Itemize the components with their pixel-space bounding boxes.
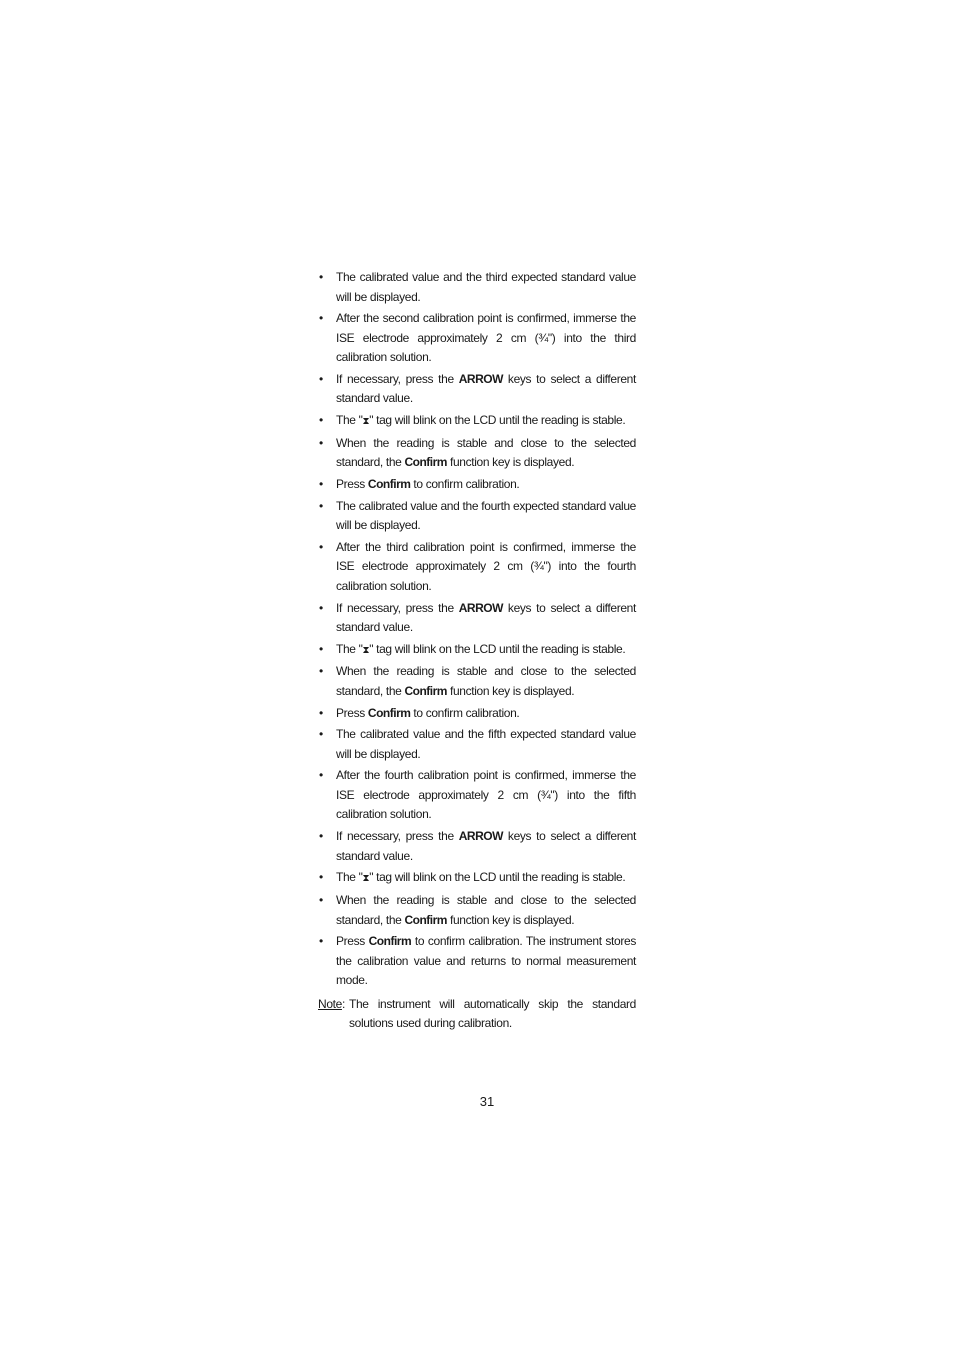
- bullet: •: [319, 641, 323, 656]
- list-item: [318, 725, 636, 764]
- bullet: •: [319, 498, 323, 513]
- item-text: If necessary, press the: [336, 371, 459, 386]
- arrow-key-label: ARROW: [458, 371, 503, 386]
- list-item: [318, 475, 636, 495]
- confirm-key-label: Confirm: [404, 912, 447, 927]
- item-text: The calibrated value and the fourth expected standard value will be displayed.: [336, 498, 636, 533]
- item-text: " tag will blink on the LCD until the reading is stable.: [369, 870, 626, 885]
- arrow-key-label: ARROW: [458, 600, 503, 615]
- bullet: •: [319, 934, 323, 949]
- item-text: The calibrated value and the fifth expected standard value will be displayed.: [336, 727, 636, 761]
- list-item: [318, 932, 636, 991]
- bullet: •: [319, 600, 323, 615]
- bullet: •: [319, 476, 323, 491]
- note-separator: :: [342, 996, 345, 1011]
- item-text: to confirm calibration.: [410, 705, 520, 720]
- list-item: [318, 704, 636, 724]
- note-text: The instrument will automatically skip the standard solutions used during calibration.: [349, 996, 636, 1031]
- item-text: If necessary, press the: [336, 600, 459, 615]
- item-text: The ": [336, 870, 363, 885]
- arrow-key-label: ARROW: [458, 829, 503, 844]
- list-item: [318, 891, 636, 930]
- list-item: [318, 766, 636, 825]
- item-text: Press: [336, 934, 369, 949]
- item-text: Press: [336, 705, 368, 720]
- list-item: [318, 434, 636, 473]
- item-text: function key is displayed.: [446, 683, 575, 698]
- bullet: •: [319, 435, 323, 450]
- bullet: •: [319, 893, 323, 907]
- list-item: [318, 640, 636, 661]
- list-item: [318, 827, 636, 866]
- item-text: keys to select a different standard value.: [336, 371, 636, 406]
- bullet: •: [319, 539, 323, 554]
- item-text: The ": [336, 413, 363, 428]
- item-text: " tag will blink on the LCD until the reading is stable.: [369, 413, 626, 428]
- item-text: The ": [336, 641, 363, 656]
- list-item: [318, 370, 636, 409]
- confirm-key-label: Confirm: [367, 705, 411, 720]
- item-text: to confirm calibration. The instrument stores the calibration value and returns to normal measurement mode.: [336, 934, 636, 988]
- item-text: When the reading is stable and close to the selected standard, the: [336, 435, 636, 470]
- item-text: to confirm calibration.: [410, 476, 520, 491]
- bullet: •: [319, 270, 323, 284]
- item-text: After the fourth calibration point is confirmed, immerse the ISE electrode approximately 2 cm (¾") into the fifth calibration solution.: [336, 768, 636, 822]
- bullet: •: [319, 371, 323, 386]
- list-item: [318, 868, 636, 889]
- item-text: Press: [336, 476, 368, 491]
- page-number: 31: [479, 1094, 495, 1109]
- bullet: •: [319, 311, 323, 326]
- confirm-key-label: Confirm: [368, 934, 412, 949]
- item-text: After the third calibration point is confirmed, immerse the ISE electrode approximately 2 cm (¾") into the fourth calibration solution.: [336, 539, 636, 593]
- note-label-text: Note: [318, 996, 342, 1011]
- list-item: [318, 538, 636, 597]
- note-paragraph: [318, 995, 636, 1034]
- bullet: •: [319, 705, 323, 720]
- hourglass-icon: ⧗: [362, 644, 370, 656]
- item-text: When the reading is stable and close to the selected standard, the: [336, 893, 636, 927]
- list-item: [318, 497, 636, 536]
- bullet: •: [319, 829, 323, 844]
- confirm-key-label: Confirm: [367, 476, 411, 491]
- hourglass-icon: ⧗: [362, 416, 370, 428]
- list-item: [318, 268, 636, 307]
- item-text: " tag will blink on the LCD until the reading is stable.: [369, 641, 626, 656]
- item-text: After the second calibration point is confirmed, immerse the ISE electrode approximately 2 cm (¾") into the third calibration solution.: [336, 311, 636, 365]
- note-label: [318, 995, 342, 1015]
- bullet: •: [319, 664, 323, 679]
- page-content: [318, 268, 636, 1034]
- item-text: keys to select a different standard value.: [336, 600, 636, 634]
- list-item: [318, 309, 636, 368]
- bullet: •: [319, 727, 323, 742]
- item-text: The calibrated value and the third expected standard value will be displayed.: [336, 270, 636, 304]
- item-text: If necessary, press the: [336, 829, 459, 844]
- bullet: •: [319, 768, 323, 783]
- list-item: [318, 599, 636, 638]
- confirm-key-label: Confirm: [404, 683, 447, 698]
- confirm-key-label: Confirm: [404, 455, 447, 470]
- calibration-steps-list: [318, 268, 636, 991]
- list-item: [318, 662, 636, 701]
- item-text: function key is displayed.: [446, 455, 575, 470]
- bullet: •: [319, 413, 323, 428]
- bullet: •: [319, 870, 323, 885]
- hourglass-icon: ⧗: [362, 873, 370, 885]
- item-text: keys to select a different standard value.: [336, 829, 636, 863]
- item-text: function key is displayed.: [446, 912, 575, 927]
- list-item: [318, 411, 636, 432]
- item-text: When the reading is stable and close to the selected standard, the: [336, 664, 636, 698]
